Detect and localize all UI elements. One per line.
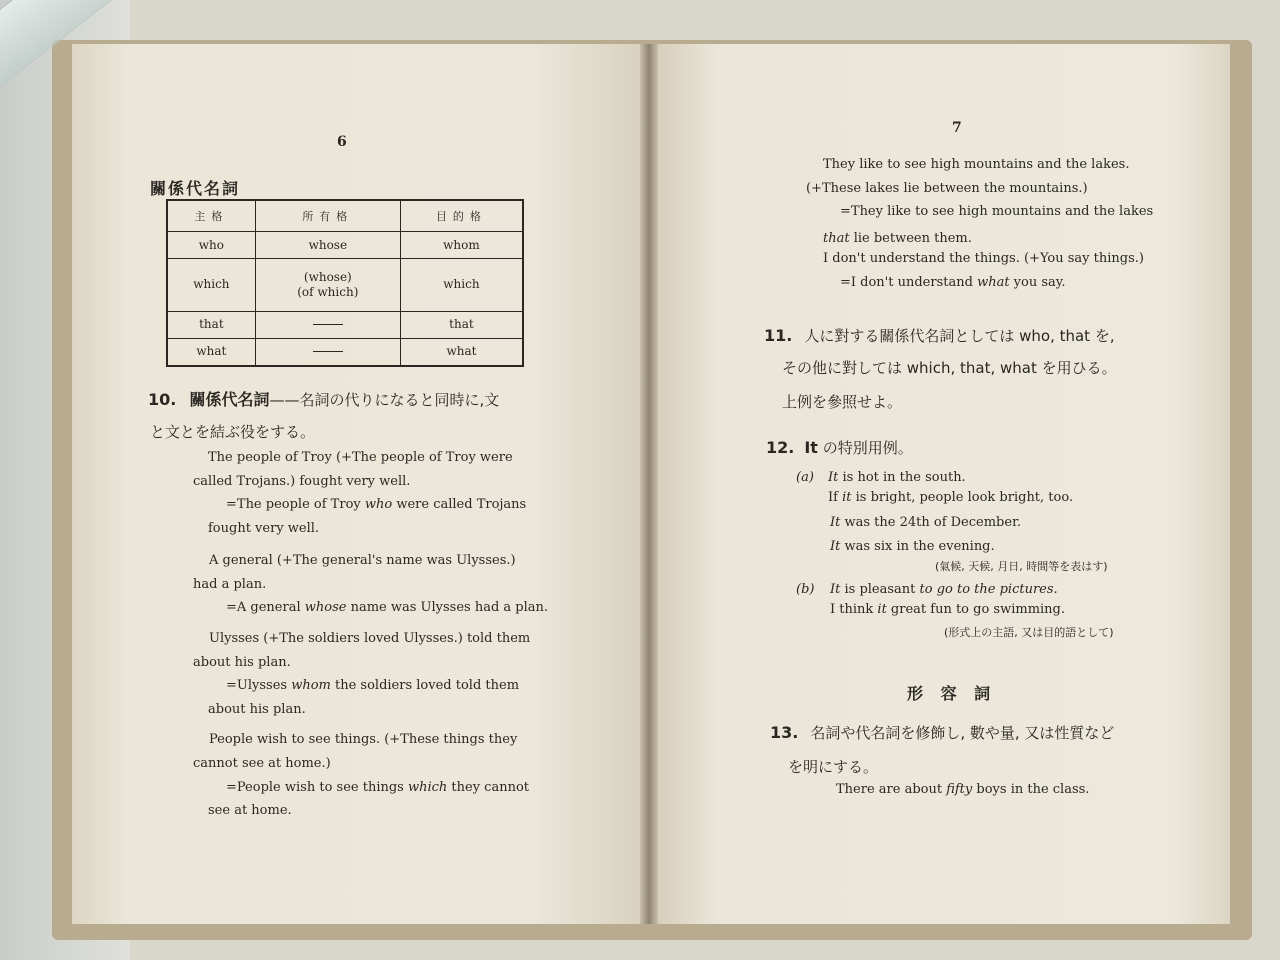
example-line: The people of Troy (+The people of Troy were xyxy=(208,450,513,465)
table-cell: what xyxy=(167,338,255,366)
table-row xyxy=(167,259,523,311)
section-title-en: It xyxy=(804,438,818,457)
section-title-jp: の特別用例。 xyxy=(817,439,913,457)
section-number: 13. xyxy=(770,723,799,742)
section-11-line3: 上例を參照せよ。 xyxy=(782,393,903,411)
section-dash: —— xyxy=(269,391,300,409)
example-line xyxy=(830,582,1058,597)
example-line xyxy=(830,515,1021,530)
example-label xyxy=(796,470,814,485)
table-cell: whom xyxy=(400,232,523,259)
section-12-heading xyxy=(766,437,913,458)
text-run: was six in the evening. xyxy=(840,539,995,554)
dash-mark xyxy=(313,351,343,352)
example-line: Ulysses (+The soldiers loved Ulysses.) told them xyxy=(209,631,531,646)
section-10-line1 xyxy=(148,387,499,410)
text-run: =Ulysses xyxy=(226,678,292,693)
example-line: =They like to see high mountains and the lakes xyxy=(840,204,1154,219)
section-11-line2: その他に對しては which, that, what を用ひる。 xyxy=(782,359,1117,377)
text-run: If xyxy=(828,490,843,505)
adjective-heading: 形 容 詞 xyxy=(907,684,997,703)
text-run: =The people of Troy xyxy=(226,497,365,512)
example-line xyxy=(226,678,519,693)
dash-mark xyxy=(313,324,343,325)
table-cell: that xyxy=(167,311,255,338)
italic-run: to go to the pictures. xyxy=(919,582,1058,597)
text-run: they cannot xyxy=(447,780,530,795)
example-label xyxy=(796,582,814,597)
example-line xyxy=(823,231,972,246)
section-text: 人に對する關係代名詞としては who, that を, xyxy=(804,327,1115,345)
text-run: =I don't understand xyxy=(840,275,978,290)
italic-run: which xyxy=(407,780,448,795)
text-run: is bright, people look bright, too. xyxy=(851,490,1074,505)
italic-run: It xyxy=(830,515,841,530)
table-cell: that xyxy=(400,311,523,338)
table-cell-line: (of which) xyxy=(297,284,359,299)
table-cell xyxy=(255,259,400,311)
text-run: were called Trojans xyxy=(392,497,527,512)
table-row xyxy=(167,232,523,259)
example-line xyxy=(830,602,1065,617)
section-10-line2: と文とを結ぶ役をする。 xyxy=(150,423,316,441)
table-header-cell: 主格 xyxy=(167,200,255,232)
example-line: called Trojans.) fought very well. xyxy=(193,474,411,489)
example-line xyxy=(830,539,995,554)
text-run: was the 24th of December. xyxy=(840,515,1021,530)
example-line: about his plan. xyxy=(193,655,291,670)
example-line xyxy=(226,497,526,512)
relative-pronoun-table xyxy=(166,199,524,367)
italic-run: It xyxy=(828,470,839,485)
example-line: had a plan. xyxy=(193,577,267,592)
section-text: 名詞の代りになると同時に,文 xyxy=(299,391,500,409)
table-cell: which xyxy=(400,259,523,311)
section-11-line1 xyxy=(764,325,1115,346)
table-row xyxy=(167,311,523,338)
example-line: People wish to see things. (+These things they xyxy=(209,732,518,747)
italic-run: (a) xyxy=(796,470,814,485)
text-run: great fun to go swimming. xyxy=(886,602,1066,617)
table-cell: which xyxy=(167,259,255,311)
section-number: 10. xyxy=(148,390,177,409)
text-run: is hot in the south. xyxy=(838,470,966,485)
table-header-row xyxy=(167,200,523,232)
section-13-line1 xyxy=(770,722,1114,743)
example-line: see at home. xyxy=(208,803,292,818)
table-header-cell: 目的格 xyxy=(400,200,523,232)
text-run: I think xyxy=(830,602,878,617)
table-cell-empty xyxy=(255,311,400,338)
example-line xyxy=(836,782,1089,797)
italic-run: It xyxy=(830,539,841,554)
table-cell-empty xyxy=(255,338,400,366)
table-heading: 關係代名詞 xyxy=(150,179,241,198)
book-gutter xyxy=(640,44,658,924)
text-run: the soldiers loved told them xyxy=(330,678,520,693)
example-line xyxy=(226,780,529,795)
example-line xyxy=(840,275,1066,290)
example-line xyxy=(828,470,966,485)
text-run: name was Ulysses had a plan. xyxy=(346,600,549,615)
section-13-line2: を明にする。 xyxy=(788,758,879,776)
text-run: you say. xyxy=(1009,275,1066,290)
example-line: They like to see high mountains and the lakes. xyxy=(823,157,1130,172)
example-line xyxy=(226,600,548,615)
italic-run: It xyxy=(830,582,841,597)
section-title: 關係代名詞 xyxy=(189,390,270,409)
example-line: about his plan. xyxy=(208,702,306,717)
example-note: (形式上の主語, 又は目的語として) xyxy=(944,626,1114,639)
example-line: fought very well. xyxy=(208,521,320,536)
italic-run: that xyxy=(823,231,850,246)
example-line: A general (+The general's name was Ulysses.) xyxy=(209,553,516,568)
table-header-cell: 所有格 xyxy=(255,200,400,232)
page-number-right: 7 xyxy=(952,120,962,136)
example-line xyxy=(828,490,1073,505)
text-run: =A general xyxy=(226,600,305,615)
italic-run: (b) xyxy=(796,582,815,597)
example-line: cannot see at home.) xyxy=(193,756,331,771)
table-cell: who xyxy=(167,232,255,259)
section-text: 名詞や代名詞を修飾し, 數や量, 又は性質など xyxy=(810,724,1115,742)
table-cell-line: (whose) xyxy=(303,269,352,284)
page-number-left: 6 xyxy=(337,134,347,150)
text-run: =People wish to see things xyxy=(226,780,408,795)
italic-run: who xyxy=(364,497,393,512)
text-run: There are about xyxy=(836,782,947,797)
italic-run: it xyxy=(842,490,852,505)
text-run: is pleasant xyxy=(840,582,920,597)
example-line: (+These lakes lie between the mountains.) xyxy=(806,181,1088,196)
text-run: boys in the class. xyxy=(972,782,1090,797)
italic-run: it xyxy=(877,602,887,617)
italic-run: fifty xyxy=(946,782,973,797)
text-run: lie between them. xyxy=(849,231,972,246)
italic-run: what xyxy=(977,275,1010,290)
italic-run: whose xyxy=(304,600,347,615)
table-cell: what xyxy=(400,338,523,366)
example-note: (氣候, 天候, 月日, 時間等を表はす) xyxy=(935,560,1108,573)
section-number: 12. xyxy=(766,438,795,457)
table-cell: whose xyxy=(255,232,400,259)
italic-run: whom xyxy=(291,678,331,693)
table-row xyxy=(167,338,523,366)
example-line: I don't understand the things. (+You say things.) xyxy=(823,251,1144,266)
section-number: 11. xyxy=(764,326,793,345)
